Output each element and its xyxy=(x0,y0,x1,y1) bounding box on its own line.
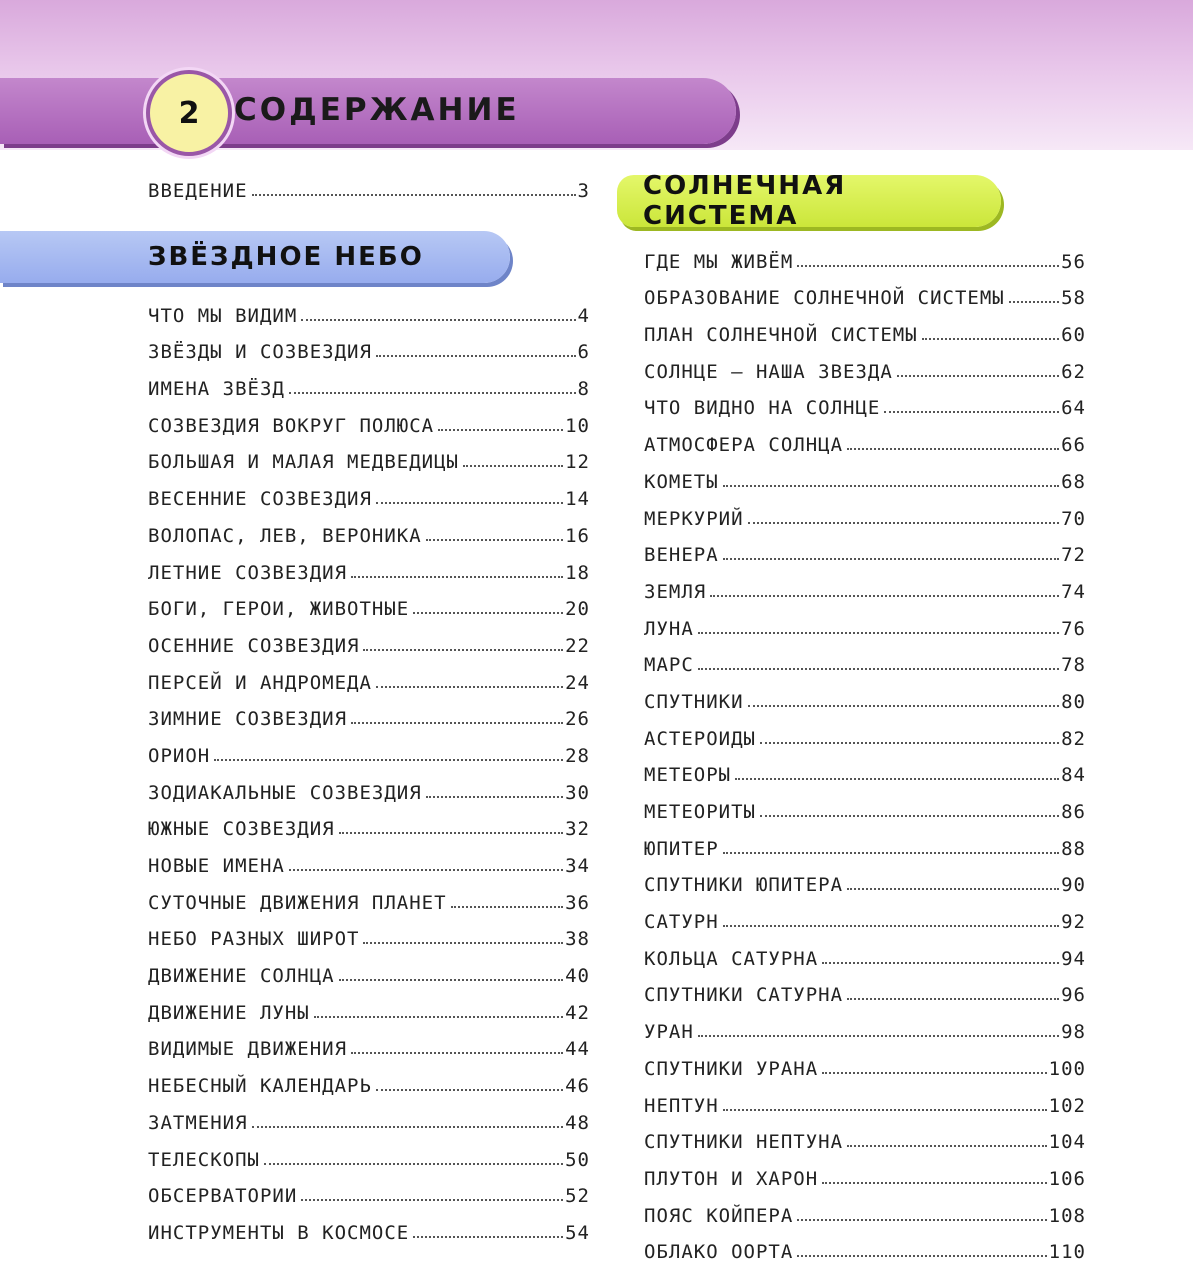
toc-entry[interactable] xyxy=(148,510,590,547)
toc-entry-label: СПУТНИКИ xyxy=(644,690,744,713)
toc-entry[interactable] xyxy=(644,786,1086,823)
toc-entry-label: СПУТНИКИ ЮПИТЕРА xyxy=(644,874,844,897)
toc-entry[interactable] xyxy=(148,437,590,474)
toc-entry-page: 96 xyxy=(1061,984,1086,1007)
dot-leader xyxy=(723,925,1059,927)
toc-entry[interactable] xyxy=(148,950,590,987)
toc-entry-label: ТЕЛЕСКОПЫ xyxy=(148,1148,260,1171)
toc-entry-page: 64 xyxy=(1061,397,1086,420)
dot-leader xyxy=(363,649,563,651)
toc-entry-page: 74 xyxy=(1061,580,1086,603)
toc-entry[interactable] xyxy=(148,877,590,914)
toc-entry-label: ЮПИТЕР xyxy=(644,837,719,860)
dot-leader xyxy=(884,411,1059,413)
dot-leader xyxy=(463,465,563,467)
dot-leader xyxy=(339,979,564,981)
dot-leader xyxy=(897,375,1059,377)
toc-entry-page: 102 xyxy=(1048,1094,1086,1117)
toc-entry-label: ЗЕМЛЯ xyxy=(644,580,707,603)
toc-entry[interactable] xyxy=(644,309,1086,346)
toc-entry-label: ИМЕНА ЗВЁЗД xyxy=(148,378,285,401)
toc-entry[interactable] xyxy=(644,1227,1086,1263)
toc-entry[interactable] xyxy=(148,1134,590,1171)
toc-entry-page: 66 xyxy=(1061,434,1086,457)
toc-entry-page: 4 xyxy=(577,304,590,327)
toc-entry-page: 42 xyxy=(565,1001,590,1024)
toc-list-solar-system xyxy=(644,236,1086,1263)
toc-entry[interactable] xyxy=(644,1080,1086,1117)
toc-entry-page: 90 xyxy=(1061,874,1086,897)
toc-entry-page: 76 xyxy=(1061,617,1086,640)
toc-entry-page: 48 xyxy=(565,1111,590,1134)
toc-entry-page: 14 xyxy=(565,488,590,511)
toc-entry-label: СОЗВЕЗДИЯ ВОКРУГ ПОЛЮСА xyxy=(148,414,435,437)
toc-entry-label: ПЛАН СОЛНЕЧНОЙ СИСТЕМЫ xyxy=(644,324,918,347)
toc-entry-page: 34 xyxy=(565,855,590,877)
toc-entry-page: 72 xyxy=(1061,544,1086,567)
toc-entry-page: 22 xyxy=(565,634,590,657)
toc-entry[interactable] xyxy=(644,1153,1086,1190)
toc-entry-label: ОСЕННИЕ СОЗВЕЗДИЯ xyxy=(148,634,360,657)
toc-entry-label: ЮЖНЫЕ СОЗВЕЗДИЯ xyxy=(148,818,335,841)
dot-leader xyxy=(351,1052,563,1054)
toc-entry[interactable] xyxy=(644,823,1086,860)
dot-leader xyxy=(847,888,1059,890)
toc-entry-label: КОЛЬЦА САТУРНА xyxy=(644,947,819,970)
section-banner-starry-sky xyxy=(0,231,510,283)
dot-leader xyxy=(314,1016,563,1018)
toc-entry-page: 44 xyxy=(565,1038,590,1061)
toc-entry[interactable] xyxy=(644,456,1086,493)
dot-leader xyxy=(723,852,1059,854)
toc-entry[interactable] xyxy=(644,713,1086,750)
toc-entry-label: НЕБО РАЗНЫХ ШИРОТ xyxy=(148,928,360,951)
dot-leader xyxy=(797,1219,1046,1221)
toc-entry[interactable] xyxy=(148,327,590,364)
toc-entry-page: 32 xyxy=(565,818,590,841)
toc-entry-label: ДВИЖЕНИЕ ЛУНЫ xyxy=(148,1001,310,1024)
toc-entry-label: ВИДИМЫЕ ДВИЖЕНИЯ xyxy=(148,1038,348,1061)
toc-entry[interactable] xyxy=(644,896,1086,933)
toc-entry-page: 6 xyxy=(577,341,590,364)
toc-entry[interactable] xyxy=(644,1117,1086,1154)
toc-entry-label: ЛЕТНИЕ СОЗВЕЗДИЯ xyxy=(148,561,348,584)
toc-entry-page: 50 xyxy=(565,1148,590,1171)
toc-entry[interactable] xyxy=(644,383,1086,420)
dot-leader xyxy=(760,742,1059,744)
dot-leader xyxy=(847,1145,1047,1147)
toc-entry-page: 84 xyxy=(1061,764,1086,787)
dot-leader xyxy=(822,962,1059,964)
dot-leader xyxy=(451,906,564,908)
toc-entry[interactable] xyxy=(644,676,1086,713)
toc-entry-label: ПЛУТОН И ХАРОН xyxy=(644,1167,819,1190)
dot-leader xyxy=(264,1163,563,1165)
toc-entry-page: 10 xyxy=(565,414,590,437)
toc-entry[interactable] xyxy=(148,767,590,804)
toc-entry-page: 18 xyxy=(565,561,590,584)
toc-entry[interactable] xyxy=(644,603,1086,640)
toc-entry[interactable] xyxy=(644,273,1086,310)
dot-leader xyxy=(698,632,1059,634)
toc-entry[interactable] xyxy=(148,840,590,877)
toc-entry-page: 38 xyxy=(565,928,590,951)
toc-entry-label: ОБСЕРВАТОРИИ xyxy=(148,1185,298,1208)
toc-entry-page: 68 xyxy=(1061,470,1086,493)
toc-entry-label: ОБРАЗОВАНИЕ СОЛНЕЧНОЙ СИСТЕМЫ xyxy=(644,287,1005,310)
toc-entry[interactable] xyxy=(644,750,1086,787)
toc-entry-label: ОРИОН xyxy=(148,744,211,767)
toc-entry-page: 86 xyxy=(1061,801,1086,823)
toc-entry[interactable] xyxy=(644,236,1086,273)
toc-entry[interactable] xyxy=(148,730,590,767)
toc-entry[interactable] xyxy=(148,804,590,841)
toc-entry[interactable] xyxy=(644,933,1086,970)
toc-entry[interactable] xyxy=(644,970,1086,1007)
dot-leader xyxy=(413,612,563,614)
toc-entry-label: ЗАТМЕНИЯ xyxy=(148,1111,248,1134)
toc-entry-page: 106 xyxy=(1048,1167,1086,1190)
toc-entry-label: СПУТНИКИ УРАНА xyxy=(644,1057,819,1080)
dot-leader xyxy=(698,1035,1059,1037)
toc-entry-label: ПЕРСЕЙ И АНДРОМЕДА xyxy=(148,671,372,694)
toc-entry-page: 3 xyxy=(577,179,590,202)
toc-entry-label: АСТЕРОИДЫ xyxy=(644,727,756,750)
toc-entry-label: НЕБЕСНЫЙ КАЛЕНДАРЬ xyxy=(148,1075,372,1098)
dot-leader xyxy=(438,429,563,431)
dot-leader xyxy=(698,668,1059,670)
dot-leader xyxy=(748,705,1060,707)
toc-entry-label: ЗОДИАКАЛЬНЫЕ СОЗВЕЗДИЯ xyxy=(148,781,422,804)
toc-entry-label: УРАН xyxy=(644,1021,694,1044)
toc-entry-page: 98 xyxy=(1061,1021,1086,1044)
toc-entry[interactable] xyxy=(148,1171,590,1208)
toc-entry-page: 46 xyxy=(565,1075,590,1098)
toc-entry-page: 58 xyxy=(1061,287,1086,310)
dot-leader xyxy=(748,522,1060,524)
toc-entry[interactable] xyxy=(148,547,590,584)
toc-entry[interactable] xyxy=(644,1043,1086,1080)
toc-entry[interactable] xyxy=(644,419,1086,456)
toc-entry-page: 108 xyxy=(1048,1204,1086,1227)
toc-entry[interactable] xyxy=(148,584,590,621)
dot-leader xyxy=(413,1236,563,1238)
toc-entry-intro[interactable] xyxy=(148,165,590,202)
dot-leader xyxy=(797,1255,1046,1257)
toc-entry[interactable] xyxy=(644,640,1086,677)
page-title: СОДЕРЖАНИЕ xyxy=(234,92,520,128)
dot-leader xyxy=(301,1199,563,1201)
toc-entry-label: ПОЯС КОЙПЕРА xyxy=(644,1204,794,1227)
toc-entry-page: 36 xyxy=(565,891,590,914)
toc-entry-label: СПУТНИКИ САТУРНА xyxy=(644,984,844,1007)
toc-entry-page: 60 xyxy=(1061,324,1086,347)
toc-entry-page: 100 xyxy=(1048,1057,1086,1080)
dot-leader xyxy=(351,576,563,578)
page-number-badge: 2 xyxy=(146,70,232,156)
toc-entry-label: НОВЫЕ ИМЕНА xyxy=(148,855,285,877)
toc-entry-page: 54 xyxy=(565,1221,590,1244)
toc-entry[interactable] xyxy=(148,1060,590,1097)
dot-leader xyxy=(723,485,1059,487)
toc-entry-label: ЗИМНИЕ СОЗВЕЗДИЯ xyxy=(148,708,348,731)
dot-leader xyxy=(252,1126,564,1128)
toc-entry[interactable] xyxy=(148,620,590,657)
toc-entry-page: 26 xyxy=(565,708,590,731)
dot-leader xyxy=(1009,301,1059,303)
toc-entry-label: БОГИ, ГЕРОИ, ЖИВОТНЫЕ xyxy=(148,598,410,621)
dot-leader xyxy=(760,815,1059,817)
dot-leader xyxy=(376,502,563,504)
toc-entry-page: 78 xyxy=(1061,654,1086,677)
toc-entry-label: САТУРН xyxy=(644,911,719,934)
toc-entry-page: 94 xyxy=(1061,947,1086,970)
toc-entry-label: АТМОСФЕРА СОЛНЦА xyxy=(644,434,844,457)
toc-entry-label: ДВИЖЕНИЕ СОЛНЦА xyxy=(148,965,335,988)
toc-entry-page: 12 xyxy=(565,451,590,474)
toc-entry-label: ВОЛОПАС, ЛЕВ, ВЕРОНИКА xyxy=(148,524,422,547)
dot-leader xyxy=(351,722,563,724)
toc-entry-label: ВЕСЕННИЕ СОЗВЕЗДИЯ xyxy=(148,488,372,511)
toc-entry-page: 70 xyxy=(1061,507,1086,530)
toc-entry[interactable] xyxy=(644,1006,1086,1043)
toc-entry[interactable] xyxy=(148,400,590,437)
toc-entry-page: 30 xyxy=(565,781,590,804)
toc-entry-label: ВВЕДЕНИЕ xyxy=(148,179,248,202)
dot-leader xyxy=(289,392,576,394)
toc-entry-page: 24 xyxy=(565,671,590,694)
toc-entry-label: МАРС xyxy=(644,654,694,677)
toc-entry[interactable] xyxy=(148,1024,590,1061)
dot-leader xyxy=(797,265,1059,267)
toc-entry-label: МЕРКУРИЙ xyxy=(644,507,744,530)
section-banner-solar-system xyxy=(617,171,1001,231)
dot-leader xyxy=(847,448,1059,450)
toc-entry-label: СУТОЧНЫЕ ДВИЖЕНИЯ ПЛАНЕТ xyxy=(148,891,447,914)
toc-entry-label: НЕПТУН xyxy=(644,1094,719,1117)
dot-leader xyxy=(252,194,576,196)
toc-entry-page: 52 xyxy=(565,1185,590,1208)
toc-entry-label: ИНСТРУМЕНТЫ В КОСМОСЕ xyxy=(148,1221,410,1244)
dot-leader xyxy=(426,539,563,541)
toc-entry-page: 16 xyxy=(565,524,590,547)
toc-entry[interactable] xyxy=(148,1207,590,1244)
toc-entry-page: 92 xyxy=(1061,911,1086,934)
toc-entry[interactable] xyxy=(148,363,590,400)
dot-leader xyxy=(214,759,563,761)
dot-leader xyxy=(723,1109,1047,1111)
toc-entry-page: 8 xyxy=(577,378,590,401)
toc-entry[interactable] xyxy=(148,987,590,1024)
toc-list-starry-sky xyxy=(148,290,590,1244)
dot-leader xyxy=(363,942,563,944)
dot-leader xyxy=(426,796,563,798)
toc-entry-label: ЧТО МЫ ВИДИМ xyxy=(148,304,298,327)
dot-leader xyxy=(822,1182,1047,1184)
toc-entry-page: 110 xyxy=(1048,1241,1086,1263)
toc-entry-label: МЕТЕОРЫ xyxy=(644,764,732,787)
section-title: СОЛНЕЧНАЯ СИСТЕМА xyxy=(643,171,847,231)
dot-leader xyxy=(822,1072,1047,1074)
dot-leader xyxy=(289,869,563,871)
dot-leader xyxy=(376,1089,563,1091)
toc-entry-label: СПУТНИКИ НЕПТУНА xyxy=(644,1131,844,1154)
toc-entry-label: ЗВЁЗДЫ И СОЗВЕЗДИЯ xyxy=(148,341,372,364)
toc-entry-label: ОБЛАКО ООРТА xyxy=(644,1241,794,1263)
dot-leader xyxy=(301,319,575,321)
toc-entry-page: 80 xyxy=(1061,690,1086,713)
toc-entry-label: ЧТО ВИДНО НА СОЛНЦЕ xyxy=(644,397,881,420)
toc-entry[interactable] xyxy=(148,290,590,327)
toc-entry[interactable] xyxy=(148,473,590,510)
dot-leader xyxy=(376,686,563,688)
toc-entry[interactable] xyxy=(644,860,1086,897)
dot-leader xyxy=(847,998,1059,1000)
toc-entry-page: 82 xyxy=(1061,727,1086,750)
dot-leader xyxy=(922,338,1059,340)
dot-leader xyxy=(710,595,1059,597)
dot-leader xyxy=(735,778,1059,780)
toc-entry-label: ГДЕ МЫ ЖИВЁМ xyxy=(644,250,794,273)
toc-entry-page: 20 xyxy=(565,598,590,621)
toc-entry[interactable] xyxy=(148,914,590,951)
toc-entry-label: СОЛНЦЕ — НАША ЗВЕЗДА xyxy=(644,360,893,383)
toc-entry-label: ВЕНЕРА xyxy=(644,544,719,567)
toc-entry[interactable] xyxy=(148,657,590,694)
toc-entry-page: 62 xyxy=(1061,360,1086,383)
toc-entry-page: 88 xyxy=(1061,837,1086,860)
toc-entry-page: 28 xyxy=(565,744,590,767)
toc-entry[interactable] xyxy=(644,346,1086,383)
toc-entry-label: БОЛЬШАЯ И МАЛАЯ МЕДВЕДИЦЫ xyxy=(148,451,459,474)
section-title: ЗВЁЗДНОЕ НЕБО xyxy=(148,242,424,272)
toc-entry-label: МЕТЕОРИТЫ xyxy=(644,801,756,823)
toc-entry-page: 56 xyxy=(1061,250,1086,273)
toc-entry[interactable] xyxy=(644,1190,1086,1227)
toc-entry-page: 104 xyxy=(1048,1131,1086,1154)
dot-leader xyxy=(376,355,576,357)
toc-entry-page: 40 xyxy=(565,965,590,988)
toc-entry[interactable] xyxy=(148,694,590,731)
toc-entry[interactable] xyxy=(644,530,1086,567)
toc-entry[interactable] xyxy=(644,566,1086,603)
toc-entry-label: ЛУНА xyxy=(644,617,694,640)
toc-entry[interactable] xyxy=(644,493,1086,530)
dot-leader xyxy=(339,832,564,834)
toc-entry-label: КОМЕТЫ xyxy=(644,470,719,493)
dot-leader xyxy=(723,558,1059,560)
toc-entry[interactable] xyxy=(148,1097,590,1134)
